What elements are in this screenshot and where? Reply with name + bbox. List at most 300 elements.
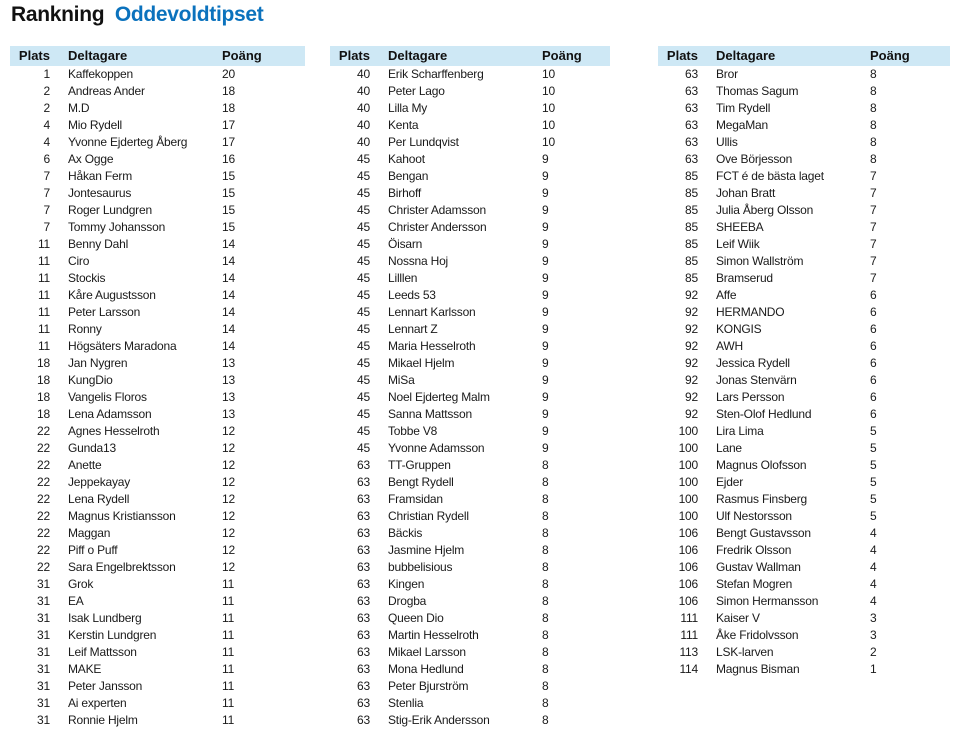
table-row	[330, 661, 610, 678]
table-row	[658, 185, 950, 202]
table-row	[10, 338, 305, 355]
plats-cell: 63	[685, 135, 698, 149]
deltagare-cell: Kaiser V	[716, 611, 760, 625]
plats-cell: 63	[685, 67, 698, 81]
table-row	[10, 134, 305, 151]
table-row	[330, 593, 610, 610]
deltagare-cell: Sara Engelbrektsson	[68, 560, 176, 574]
plats-cell: 63	[685, 84, 698, 98]
deltagare-cell: Ove Börjesson	[716, 152, 793, 166]
deltagare-cell: Gustav Wallman	[716, 560, 801, 574]
deltagare-cell: Simon Hermansson	[716, 594, 819, 608]
deltagare-cell: Drogba	[388, 594, 427, 608]
deltagare-cell: Ciro	[68, 254, 90, 268]
table-row	[658, 542, 950, 559]
deltagare-cell: Birhoff	[388, 186, 422, 200]
deltagare-cell: Anette	[68, 458, 102, 472]
deltagare-cell: Jan Nygren	[68, 356, 128, 370]
table-row	[10, 236, 305, 253]
ranking-table-2	[330, 46, 610, 729]
plats-cell: 2	[43, 84, 50, 98]
table-row	[658, 321, 950, 338]
table-row	[10, 525, 305, 542]
deltagare-cell: Bror	[716, 67, 738, 81]
plats-cell: 7	[43, 220, 50, 234]
poang-cell: 15	[222, 169, 235, 183]
poang-cell: 12	[222, 441, 235, 455]
plats-cell: 22	[37, 492, 50, 506]
deltagare-cell: SHEEBA	[716, 220, 764, 234]
poang-cell: 3	[870, 611, 877, 625]
plats-cell: 11	[37, 271, 50, 285]
deltagare-cell: FCT é de bästa laget	[716, 169, 824, 183]
plats-cell: 40	[357, 84, 370, 98]
deltagare-cell: Bäckis	[388, 526, 423, 540]
poang-cell: 14	[222, 339, 235, 353]
plats-cell: 92	[685, 356, 698, 370]
table-row	[658, 168, 950, 185]
table-row	[658, 236, 950, 253]
deltagare-cell: Jeppekayay	[68, 475, 131, 489]
plats-cell: 22	[37, 458, 50, 472]
deltagare-cell: Erik Scharffenberg	[388, 67, 484, 81]
table-row	[10, 219, 305, 236]
plats-cell: 63	[357, 577, 370, 591]
table-row	[10, 678, 305, 695]
poang-cell: 8	[542, 679, 549, 693]
column-header-deltagare: Deltagare	[716, 48, 776, 63]
table-row	[658, 355, 950, 372]
table-row	[330, 287, 610, 304]
table-row	[10, 202, 305, 219]
poang-cell: 9	[542, 407, 549, 421]
poang-cell: 9	[542, 203, 549, 217]
poang-cell: 10	[542, 118, 555, 132]
table-row	[658, 202, 950, 219]
plats-cell: 6	[43, 152, 50, 166]
poang-cell: 8	[542, 611, 549, 625]
table-row	[658, 253, 950, 270]
deltagare-cell: Leif Mattsson	[68, 645, 137, 659]
plats-cell: 63	[357, 492, 370, 506]
table-row	[10, 321, 305, 338]
poang-cell: 11	[222, 696, 235, 710]
table-row	[10, 491, 305, 508]
plats-cell: 45	[357, 424, 370, 438]
plats-cell: 7	[43, 203, 50, 217]
plats-cell: 31	[37, 645, 50, 659]
table-row	[330, 423, 610, 440]
plats-cell: 63	[357, 458, 370, 472]
plats-cell: 92	[685, 322, 698, 336]
column-header-poang: Poäng	[222, 48, 262, 63]
deltagare-cell: Bengan	[388, 169, 429, 183]
table-row	[330, 372, 610, 389]
table-row	[330, 695, 610, 712]
poang-cell: 8	[542, 560, 549, 574]
table-row	[10, 406, 305, 423]
plats-cell: 45	[357, 169, 370, 183]
deltagare-cell: Lars Persson	[716, 390, 785, 404]
poang-cell: 11	[222, 577, 235, 591]
poang-cell: 9	[542, 186, 549, 200]
table-row	[10, 593, 305, 610]
table-row	[330, 389, 610, 406]
table-row	[330, 712, 610, 729]
plats-cell: 22	[37, 441, 50, 455]
deltagare-cell: Bramserud	[716, 271, 773, 285]
deltagare-cell: Tim Rydell	[716, 101, 771, 115]
poang-cell: 12	[222, 475, 235, 489]
table-row	[658, 83, 950, 100]
table-row	[10, 355, 305, 372]
plats-cell: 45	[357, 322, 370, 336]
poang-cell: 15	[222, 203, 235, 217]
plats-cell: 45	[357, 237, 370, 251]
deltagare-cell: Kerstin Lundgren	[68, 628, 157, 642]
poang-cell: 8	[870, 152, 877, 166]
poang-cell: 20	[222, 67, 235, 81]
plats-cell: 114	[679, 662, 698, 676]
poang-cell: 9	[542, 271, 549, 285]
deltagare-cell: Framsidan	[388, 492, 443, 506]
deltagare-cell: Christian Rydell	[388, 509, 469, 523]
poang-cell: 7	[870, 169, 877, 183]
poang-cell: 9	[542, 254, 549, 268]
deltagare-cell: Nossna Hoj	[388, 254, 449, 268]
poang-cell: 9	[542, 288, 549, 302]
plats-cell: 63	[357, 713, 370, 727]
plats-cell: 11	[37, 254, 50, 268]
poang-cell: 4	[870, 526, 877, 540]
table-row	[330, 355, 610, 372]
poang-cell: 7	[870, 271, 877, 285]
column-header-plats: Plats	[338, 48, 370, 63]
table-row	[10, 576, 305, 593]
plats-cell: 40	[357, 135, 370, 149]
poang-cell: 11	[222, 594, 235, 608]
plats-cell: 4	[43, 118, 50, 132]
deltagare-cell: Queen Dio	[388, 611, 444, 625]
table-row	[658, 508, 950, 525]
poang-cell: 7	[870, 220, 877, 234]
deltagare-cell: Stefan Mogren	[716, 577, 793, 591]
table-row	[330, 338, 610, 355]
plats-cell: 31	[37, 577, 50, 591]
poang-cell: 6	[870, 305, 877, 319]
table-row	[330, 253, 610, 270]
deltagare-cell: bubbelisious	[388, 560, 453, 574]
deltagare-cell: Piff o Puff	[68, 543, 118, 557]
plats-cell: 45	[357, 407, 370, 421]
plats-cell: 45	[357, 441, 370, 455]
table-row	[10, 287, 305, 304]
deltagare-cell: Peter Bjurström	[388, 679, 469, 693]
poang-cell: 16	[222, 152, 235, 166]
plats-cell: 63	[357, 645, 370, 659]
poang-cell: 8	[542, 577, 549, 591]
poang-cell: 12	[222, 509, 235, 523]
deltagare-cell: Ullis	[716, 135, 738, 149]
poang-cell: 8	[542, 645, 549, 659]
plats-cell: 63	[357, 509, 370, 523]
poang-cell: 7	[870, 237, 877, 251]
plats-cell: 92	[685, 407, 698, 421]
ranking-table-1	[10, 46, 305, 729]
table-row	[658, 627, 950, 644]
poang-cell: 8	[542, 628, 549, 642]
table-row	[658, 610, 950, 627]
poang-cell: 9	[542, 220, 549, 234]
poang-cell: 5	[870, 492, 877, 506]
deltagare-cell: Mona Hedlund	[388, 662, 464, 676]
table-row	[658, 219, 950, 236]
deltagare-cell: Ulf Nestorsson	[716, 509, 792, 523]
table-row	[10, 712, 305, 729]
poang-cell: 14	[222, 271, 235, 285]
deltagare-cell: Peter Larsson	[68, 305, 141, 319]
deltagare-cell: Sanna Mattsson	[388, 407, 472, 421]
table-row	[658, 457, 950, 474]
plats-cell: 45	[357, 220, 370, 234]
plats-cell: 31	[37, 628, 50, 642]
table-row	[10, 270, 305, 287]
poang-cell: 8	[870, 101, 877, 115]
table-row	[10, 100, 305, 117]
poang-cell: 15	[222, 220, 235, 234]
poang-cell: 6	[870, 390, 877, 404]
table-row	[330, 406, 610, 423]
poang-cell: 9	[542, 322, 549, 336]
plats-cell: 2	[43, 101, 50, 115]
table-row	[10, 185, 305, 202]
table-row	[10, 474, 305, 491]
table-row	[10, 644, 305, 661]
deltagare-cell: Ronny	[68, 322, 102, 336]
poang-cell: 11	[222, 662, 235, 676]
poang-cell: 8	[542, 509, 549, 523]
deltagare-cell: Christer Andersson	[388, 220, 487, 234]
plats-cell: 113	[679, 645, 698, 659]
poang-cell: 12	[222, 543, 235, 557]
deltagare-cell: Magnus Olofsson	[716, 458, 807, 472]
deltagare-cell: Magnus Kristiansson	[68, 509, 176, 523]
plats-cell: 22	[37, 475, 50, 489]
poang-cell: 4	[870, 543, 877, 557]
deltagare-cell: Agnes Hesselroth	[68, 424, 160, 438]
plats-cell: 31	[37, 662, 50, 676]
poang-cell: 6	[870, 373, 877, 387]
table-header-row	[10, 46, 305, 66]
poang-cell: 9	[542, 356, 549, 370]
deltagare-cell: KONGIS	[716, 322, 762, 336]
deltagare-cell: Stig-Erik Andersson	[388, 713, 490, 727]
deltagare-cell: Lane	[716, 441, 742, 455]
table-row	[658, 338, 950, 355]
poang-cell: 9	[542, 424, 549, 438]
plats-cell: 63	[357, 560, 370, 574]
plats-cell: 63	[685, 152, 698, 166]
plats-cell: 100	[678, 458, 698, 472]
table-row	[10, 610, 305, 627]
poang-cell: 12	[222, 560, 235, 574]
table-row	[330, 134, 610, 151]
plats-cell: 106	[678, 526, 698, 540]
table-row	[658, 372, 950, 389]
plats-cell: 45	[357, 254, 370, 268]
deltagare-cell: Jontesaurus	[68, 186, 132, 200]
table-row	[658, 491, 950, 508]
poang-cell: 4	[870, 577, 877, 591]
poang-cell: 10	[542, 135, 555, 149]
table-header-row	[330, 46, 610, 66]
poang-cell: 8	[542, 713, 549, 727]
plats-cell: 100	[678, 441, 698, 455]
table-row	[658, 661, 950, 678]
table-row	[658, 644, 950, 661]
poang-cell: 17	[222, 118, 235, 132]
plats-cell: 45	[357, 288, 370, 302]
table-row	[330, 83, 610, 100]
plats-cell: 40	[357, 101, 370, 115]
column-header-poang: Poäng	[870, 48, 910, 63]
ranking-table-3	[658, 46, 950, 678]
poang-cell: 8	[542, 475, 549, 489]
poang-cell: 9	[542, 237, 549, 251]
plats-cell: 40	[357, 118, 370, 132]
table-row	[10, 457, 305, 474]
poang-cell: 9	[542, 390, 549, 404]
poang-cell: 11	[222, 628, 235, 642]
deltagare-cell: HERMANDO	[716, 305, 785, 319]
table-row	[658, 576, 950, 593]
poang-cell: 5	[870, 458, 877, 472]
table-row	[10, 508, 305, 525]
plats-cell: 45	[357, 203, 370, 217]
deltagare-cell: Benny Dahl	[68, 237, 129, 251]
table-row	[330, 219, 610, 236]
table-row	[10, 83, 305, 100]
table-row	[330, 508, 610, 525]
plats-cell: 31	[37, 611, 50, 625]
plats-cell: 22	[37, 424, 50, 438]
table-row	[10, 168, 305, 185]
plats-cell: 11	[37, 339, 50, 353]
deltagare-cell: Per Lundqvist	[388, 135, 459, 149]
plats-cell: 111	[680, 611, 698, 625]
poang-cell: 5	[870, 475, 877, 489]
deltagare-cell: Kingen	[388, 577, 425, 591]
plats-cell: 85	[685, 203, 698, 217]
deltagare-cell: Noel Ejderteg Malm	[388, 390, 490, 404]
table-row	[10, 304, 305, 321]
poang-cell: 6	[870, 288, 877, 302]
table-row	[330, 202, 610, 219]
deltagare-cell: Jonas Stenvärn	[716, 373, 797, 387]
table-row	[330, 440, 610, 457]
poang-cell: 5	[870, 441, 877, 455]
deltagare-cell: Bengt Rydell	[388, 475, 454, 489]
plats-cell: 85	[685, 169, 698, 183]
deltagare-cell: Roger Lundgren	[68, 203, 152, 217]
poang-cell: 14	[222, 322, 235, 336]
table-row	[330, 644, 610, 661]
table-row	[10, 151, 305, 168]
column-header-deltagare: Deltagare	[388, 48, 448, 63]
table-row	[10, 389, 305, 406]
table-row	[330, 474, 610, 491]
poang-cell: 9	[542, 169, 549, 183]
column-header-deltagare: Deltagare	[68, 48, 128, 63]
poang-cell: 8	[542, 526, 549, 540]
poang-cell: 7	[870, 203, 877, 217]
plats-cell: 22	[37, 560, 50, 574]
poang-cell: 13	[222, 373, 235, 387]
plats-cell: 31	[37, 679, 50, 693]
table-row	[330, 321, 610, 338]
table-row	[330, 66, 610, 83]
plats-cell: 63	[685, 101, 698, 115]
poang-cell: 6	[870, 407, 877, 421]
deltagare-cell: Andreas Ander	[68, 84, 145, 98]
plats-cell: 4	[43, 135, 50, 149]
deltagare-cell: Martin Hesselroth	[388, 628, 479, 642]
poang-cell: 8	[870, 84, 877, 98]
table-row	[330, 457, 610, 474]
deltagare-cell: Lilllen	[388, 271, 418, 285]
poang-cell: 11	[222, 645, 235, 659]
deltagare-cell: Bengt Gustavsson	[716, 526, 811, 540]
poang-cell: 9	[542, 441, 549, 455]
plats-cell: 106	[678, 560, 698, 574]
poang-cell: 8	[870, 135, 877, 149]
table-row	[330, 100, 610, 117]
deltagare-cell: Johan Bratt	[716, 186, 776, 200]
table-row	[330, 491, 610, 508]
plats-cell: 7	[43, 169, 50, 183]
table-row	[10, 440, 305, 457]
plats-cell: 31	[37, 594, 50, 608]
deltagare-cell: Kahoot	[388, 152, 425, 166]
poang-cell: 5	[870, 509, 877, 523]
plats-cell: 11	[37, 305, 50, 319]
deltagare-cell: Peter Jansson	[68, 679, 143, 693]
poang-cell: 4	[870, 594, 877, 608]
plats-cell: 45	[357, 373, 370, 387]
deltagare-cell: Mikael Larsson	[388, 645, 466, 659]
plats-cell: 106	[678, 543, 698, 557]
table-row	[330, 627, 610, 644]
table-row	[658, 151, 950, 168]
deltagare-cell: Högsäters Maradona	[68, 339, 177, 353]
deltagare-cell: Lena Adamsson	[68, 407, 152, 421]
deltagare-cell: Mio Rydell	[68, 118, 123, 132]
plats-cell: 100	[678, 509, 698, 523]
table-row	[10, 253, 305, 270]
poang-cell: 8	[542, 662, 549, 676]
poang-cell: 12	[222, 458, 235, 472]
plats-cell: 7	[43, 186, 50, 200]
poang-cell: 11	[222, 679, 235, 693]
deltagare-cell: Kenta	[388, 118, 419, 132]
poang-cell: 8	[870, 118, 877, 132]
plats-cell: 92	[685, 305, 698, 319]
poang-cell: 9	[542, 373, 549, 387]
poang-cell: 8	[542, 696, 549, 710]
deltagare-cell: Magnus Bisman	[716, 662, 800, 676]
deltagare-cell: LSK-larven	[716, 645, 774, 659]
table-row	[658, 117, 950, 134]
